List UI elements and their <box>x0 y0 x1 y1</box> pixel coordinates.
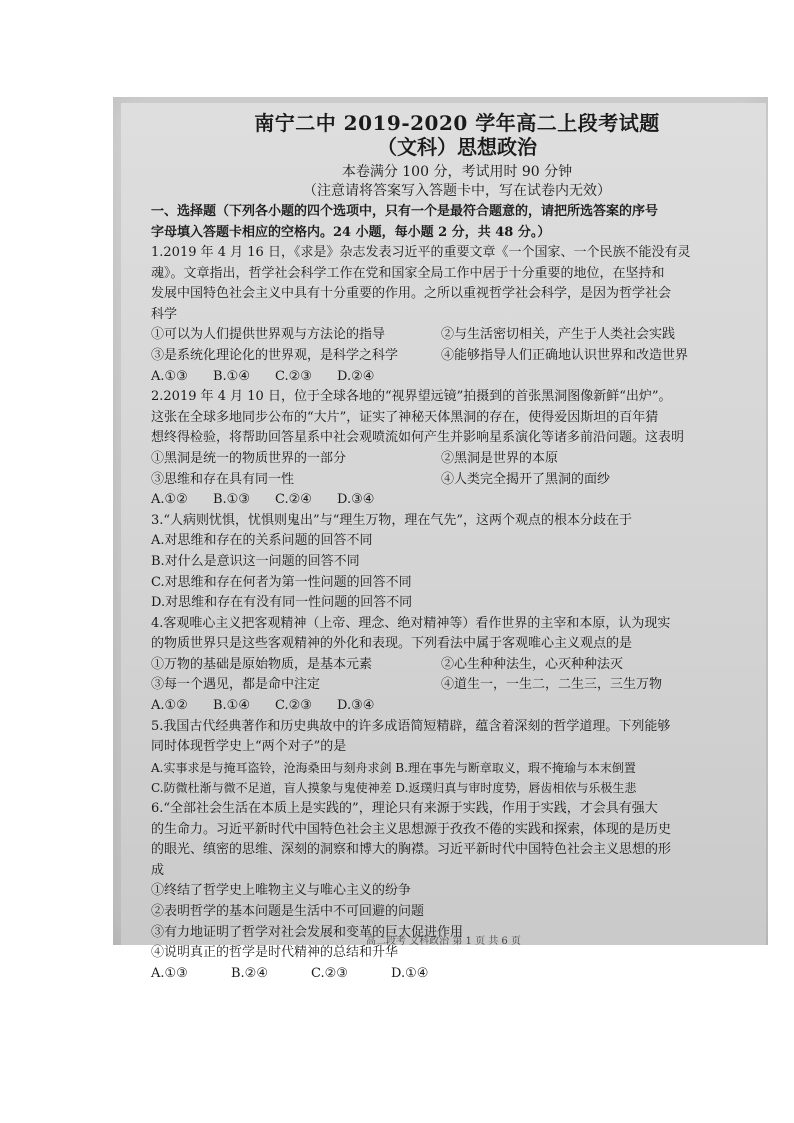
q6-choice-b: B.②④ <box>231 965 268 981</box>
q4-choice-d: D.③④ <box>337 698 375 714</box>
q5-choices-ab: A.实事求是与掩耳盗铃，沧海桑田与刻舟求剑 B.理在事先与断章取义，瑕不掩瑜与本末倒置 <box>151 760 636 775</box>
exam-meta-score: 本卷满分 100 分，考试用时 90 分钟 <box>341 164 573 180</box>
q2-line-2: 这张在全球多地同步公布的“大片”，证实了神秘天体黑洞的存在，使得爱因斯坦的百年猜 <box>151 409 659 425</box>
q1-option-2: ②与生活密切相关，产生于人类社会实践 <box>441 327 676 343</box>
q4-line-2: 的物质世界只是这些客观精神的外化和表现。下列看法中属于客观唯心主义观点的是 <box>151 636 633 652</box>
exam-photo <box>113 97 768 981</box>
question-4 <box>151 614 763 717</box>
q6-line-2: 的生命力。习近平新时代中国特色社会主义思想源于孜孜不倦的实践和探索，体现的是历史 <box>151 821 672 837</box>
question-5 <box>151 717 763 799</box>
q4-choice-b: B.①④ <box>213 698 250 714</box>
q2-option-3: ③思维和存在具有同一性 <box>151 471 295 487</box>
q6-option-2: ②表明哲学的基本问题是生活中不可回避的问题 <box>151 904 425 919</box>
q5-choices-cd: C.防微杜渐与微不足道，盲人摸象与鬼使神差 D.返璞归真与审时度势，唇齿相依与乐极生悲 <box>151 781 637 796</box>
exam-subtitle: （文科）思想政治 <box>377 135 537 159</box>
q1-choices <box>151 367 763 388</box>
exam-paper <box>121 103 766 981</box>
q1-option-4: ④能够指导人们正确地认识世界和改造世界 <box>441 347 689 363</box>
q2-choice-a: A.①② <box>151 492 188 508</box>
q2-line-1: 2.2019 年 4 月 10 日，位于全球各地的“视界望远镜”拍摄到的首张黑洞图像新鲜“出炉”。 <box>151 389 672 405</box>
q1-choice-a: A.①③ <box>151 368 188 384</box>
q6-option-4: ④说明真正的哲学是时代精神的总结和升华 <box>151 945 399 961</box>
q2-choice-d: D.③④ <box>337 492 375 508</box>
q3-choice-a: A.对思维和存在的关系问题的回答不同 <box>151 533 373 549</box>
q1-line-2: 魂》。文章指出，哲学社会科学工作在党和国家全局工作中居于十分重要的地位，在坚持和 <box>151 265 665 281</box>
question-6 <box>151 799 763 984</box>
q1-option-1: ①可以为人们提供世界观与方法论的指导 <box>151 327 386 343</box>
q1-choice-b: B.①④ <box>213 368 250 384</box>
q4-option-2: ②心生种种法生，心灭种种法灭 <box>441 656 624 672</box>
q6-line-1: 6.“全部社会生活在本质上是实践的”，理论只有来源于实践，作用于实践，才会具有强大 <box>151 801 658 817</box>
q4-option-1: ①万物的基础是原始物质，是基本元素 <box>151 656 373 672</box>
question-3 <box>151 511 763 614</box>
q1-options-row-1 <box>151 325 763 346</box>
section-text-1: （下列各小题的四个选项中，只有一个是最符合题意的，请把所选答案的序号 <box>216 204 659 219</box>
q1-line-4: 科学 <box>151 306 178 322</box>
q4-line-1: 4.客观唯心主义把客观精神（上帝、理念、绝对精神等）看作世界的主宰和本原，认为现实 <box>151 615 671 631</box>
q6-choice-a: A.①③ <box>151 965 188 981</box>
exam-meta-notice: （注意请将答案写入答题卡中，写在试卷内无效） <box>303 183 611 199</box>
question-2 <box>151 387 763 511</box>
q3-choice-d: D.对思维和存在有没有同一性问题的回答不同 <box>151 595 413 611</box>
q5-line-2: 同时体现哲学史上“两个对子”的是 <box>151 739 347 755</box>
q6-option-3: ③有力地证明了哲学对社会发展和变革的巨大促进作用 <box>151 924 464 940</box>
q2-option-4: ④人类完全揭开了黑洞的面纱 <box>441 471 611 487</box>
q6-choice-d: D.①④ <box>391 965 429 981</box>
q1-line-1: 1.2019 年 4 月 16 日，《求是》杂志发表习近平的重要文章《一个国家、一个民族不能没有灵 <box>151 245 691 260</box>
q3-choice-c: C.对思维和存在何者为第一性问题的回答不同 <box>151 574 412 590</box>
q2-options-row-1 <box>151 449 763 470</box>
q1-choice-d: D.②④ <box>337 368 375 384</box>
section-text-2: 字母填入答题卡相应的空格内。24 小题，每小题 2 分，共 48 分。） <box>151 225 551 240</box>
q1-choice-c: C.②③ <box>275 368 312 384</box>
q4-option-4: ④道生一，一生二，二生三，三生万物 <box>441 677 663 693</box>
q1-options-row-2 <box>151 346 763 367</box>
q2-option-1: ①黑洞是统一的物质世界的一部分 <box>151 450 347 466</box>
q1-line-3: 发展中国特色社会主义中具有十分重要的作用。之所以重视哲学社会科学，是因为哲学社会 <box>151 286 672 302</box>
q6-line-3: 的眼光、缜密的思维、深刻的洞察和博大的胸襟。习近平新时代中国特色社会主义思想的形 <box>151 842 672 858</box>
q4-choices <box>151 696 763 717</box>
q4-option-3: ③每一个遇见，都是命中注定 <box>151 677 321 693</box>
question-1 <box>151 243 763 387</box>
q2-choice-b: B.①③ <box>213 492 250 508</box>
q2-choices <box>151 490 763 511</box>
q2-choice-c: C.②④ <box>275 492 312 508</box>
q2-line-3: 想终得检验，将帮助回答星系中社会观喷流如何产生并影响星系演化等诸多前沿问题。这表明 <box>151 430 685 446</box>
q6-line-4: 成 <box>151 862 165 878</box>
exam-content <box>151 111 763 984</box>
section-heading: 一、选择题 <box>151 204 217 219</box>
q1-option-3: ③是系统化理论化的世界观，是科学之科学 <box>151 347 399 363</box>
q5-line-1: 5.我国古代经典著作和历史典故中的许多成语简短精辟，蕴含着深刻的哲学道理。下列能够 <box>151 718 671 734</box>
q4-options-row-1 <box>151 655 763 676</box>
q4-choice-c: C.②③ <box>275 698 312 714</box>
section-instructions <box>151 201 763 222</box>
q6-choices <box>151 964 763 985</box>
q6-option-1: ①终结了哲学史上唯物主义与唯心主义的纷争 <box>151 883 412 899</box>
q4-options-row-2 <box>151 675 763 696</box>
q2-option-2: ②黑洞是世界的本原 <box>441 450 559 466</box>
page-footer: 高二段考 文科政治 第 1 页 共 6 页 <box>366 936 521 947</box>
q2-options-row-2 <box>151 470 763 491</box>
q4-choice-a: A.①② <box>151 698 188 714</box>
q3-choice-b: B.对什么是意识这一问题的回答不同 <box>151 553 360 569</box>
q6-choice-c: C.②③ <box>311 965 348 981</box>
exam-title: 南宁二中 2019-2020 学年高二上段考试题 <box>254 111 660 135</box>
q3-line-1: 3.“人病则忧惧，忧惧则鬼出”与“理生万物，理在气先”，这两个观点的根本分歧在于 <box>151 512 632 528</box>
